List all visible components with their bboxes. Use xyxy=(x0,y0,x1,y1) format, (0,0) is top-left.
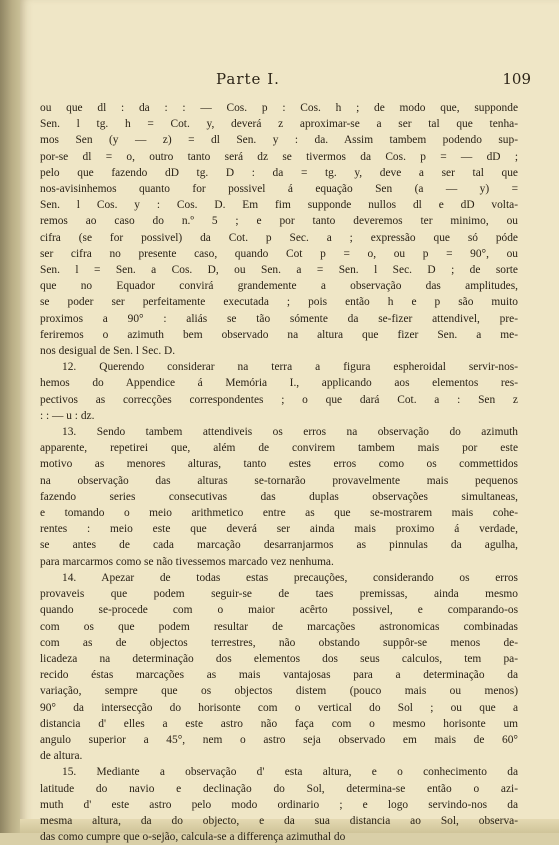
text-line: 14. Apezar de todas estas precauções, considerando os erros xyxy=(62,571,518,584)
text-line: 90° da intersecção do horisonte com o vertical do Sol ; ou que a xyxy=(40,701,518,714)
text-line: rentes : meio este que deverá ser ainda mais proximo á verdade, xyxy=(40,523,518,536)
text-line: se antes de cada marcação desarranjarmos as pinnulas da agulha, xyxy=(40,539,518,552)
text-line: apparente, repetirei que, além de convirem tambem mais por este xyxy=(40,442,518,455)
text-line: mesma altura, da do objecto, e da sua distancia ao Sol, observa- xyxy=(40,814,518,827)
text-line: proximos a 90° : aliás se tão sómente da se-fizer attendivel, pre- xyxy=(40,312,518,325)
page-number: 109 xyxy=(502,70,531,88)
text-line: motivo as menores alturas, tanto estes erros como os commettidos xyxy=(40,458,518,471)
text-line: se poder ser perfeitamente executada ; pois então h e p são muito xyxy=(40,296,518,309)
text-line: provaveis que podem seguir-se de taes premissas, ainda mesmo xyxy=(40,588,518,601)
body-text xyxy=(40,100,518,845)
running-head: Parte I. xyxy=(216,70,280,88)
text-line: na observação das alturas se-tornarão provavelmente mais pequenos xyxy=(40,474,518,487)
text-line: pelo que fazendo dD tg. D : da = tg. y, deve a ser tal que xyxy=(40,166,518,179)
text-line: cifra (se for possivel) da Cot. p Sec. a ; expressão que só póde xyxy=(40,231,518,244)
text-line: e tomando o meio arithmetico entre as que se-mostrarem mais cohe- xyxy=(40,507,518,520)
text-line: variação, sempre que os objectos distem (pouco mais ou menos) xyxy=(40,685,518,698)
text-line: distancia d' elles a este astro não faça com o mesmo horisonte um xyxy=(40,717,518,730)
text-line: pectivos as correcções correspondentes ; o que dará Cot. a : Sen z xyxy=(40,393,518,406)
text-line: recido éstas marcações as mais vantajosas para a determinação da xyxy=(40,669,518,682)
text-line: Sen. l tg. h = Cot. y, deverá z aproximar-se a ser tal que tenha- xyxy=(40,118,518,131)
page-header xyxy=(40,70,537,92)
text-line: ou que dl : da : : — Cos. p : Cos. h ; de modo que, supponde xyxy=(40,102,518,114)
text-line: com os que podem resultar de marcações astronomicas combinadas xyxy=(40,620,518,633)
text-line: para marcarmos como se não tivessemos marcado vez nenhuma. xyxy=(40,555,334,568)
text-line: com as de objectos terrestres, não obstando suppôr-se menos de- xyxy=(40,636,518,649)
text-line: Sen. l Cos. y : Cos. D. Em fim supponde nullos dl e dD volta- xyxy=(40,199,518,212)
text-line: muth d' este astro pelo modo ordinario ; e logo servindo-nos da xyxy=(40,798,518,811)
text-line: 13. Sendo tambem attendiveis os erros na observação do azimuth xyxy=(62,426,518,439)
text-line: por-se dl = o, outro tanto será dz se tivermos da Cos. p = — dD ; xyxy=(40,150,518,163)
text-line: 15. Mediante a observação d' esta altura, e o conhecimento da xyxy=(62,766,518,779)
text-line: quando se-procede com o maior acêrto possivel, e comparando-os xyxy=(40,604,518,617)
text-line: feriremos o azimuth bem observado na altura que fizer Sen. a me- xyxy=(40,328,518,341)
text-line: mos Sen (y — z) = dl Sen. y : da. Assim tambem podendo sup- xyxy=(40,134,518,147)
text-line: hemos do Appendice á Memória I., applicando aos elementos res- xyxy=(40,377,518,390)
text-line: 12. Querendo considerar na terra a figura espheroidal servir-nos- xyxy=(62,361,518,374)
text-line: ser cifra no presente caso, quando Cot p = o, ou p = 90°, ou xyxy=(40,247,518,260)
text-line: latitude do navio e declinação do Sol, determina-se então o azi- xyxy=(40,782,518,795)
text-line: remos ao caso do n.º 5 ; e por tanto deveremos ter minimo, ou xyxy=(40,215,518,228)
text-line: que no Equador convirá grandemente a observação das amplitudes, xyxy=(40,280,518,293)
text-line: : : — u : dz. xyxy=(40,409,95,422)
text-line: nos desigual de Sen. l Sec. D. xyxy=(40,345,176,358)
text-line: das como cumpre que o-sejão, calcula-se a differença azimuthal do xyxy=(40,831,346,844)
text-line: nos-avisinhemos quanto for possivel á equação Sen (a — y) = xyxy=(40,183,518,196)
text-line: fazendo series consecutivas das duplas observações simultaneas, xyxy=(40,490,518,503)
book-gutter xyxy=(0,0,20,833)
text-line: Sen. l = Sen. a Cos. D, ou Sen. a = Sen. l Sec. D ; de sorte xyxy=(40,264,518,277)
text-line: de altura. xyxy=(40,750,83,763)
text-line: licadeza na determinação dos elementos dos seus calculos, tem pa- xyxy=(40,652,518,665)
text-line: angulo superior a 45°, nem o astro seja observado em mais de 60° xyxy=(40,733,518,746)
